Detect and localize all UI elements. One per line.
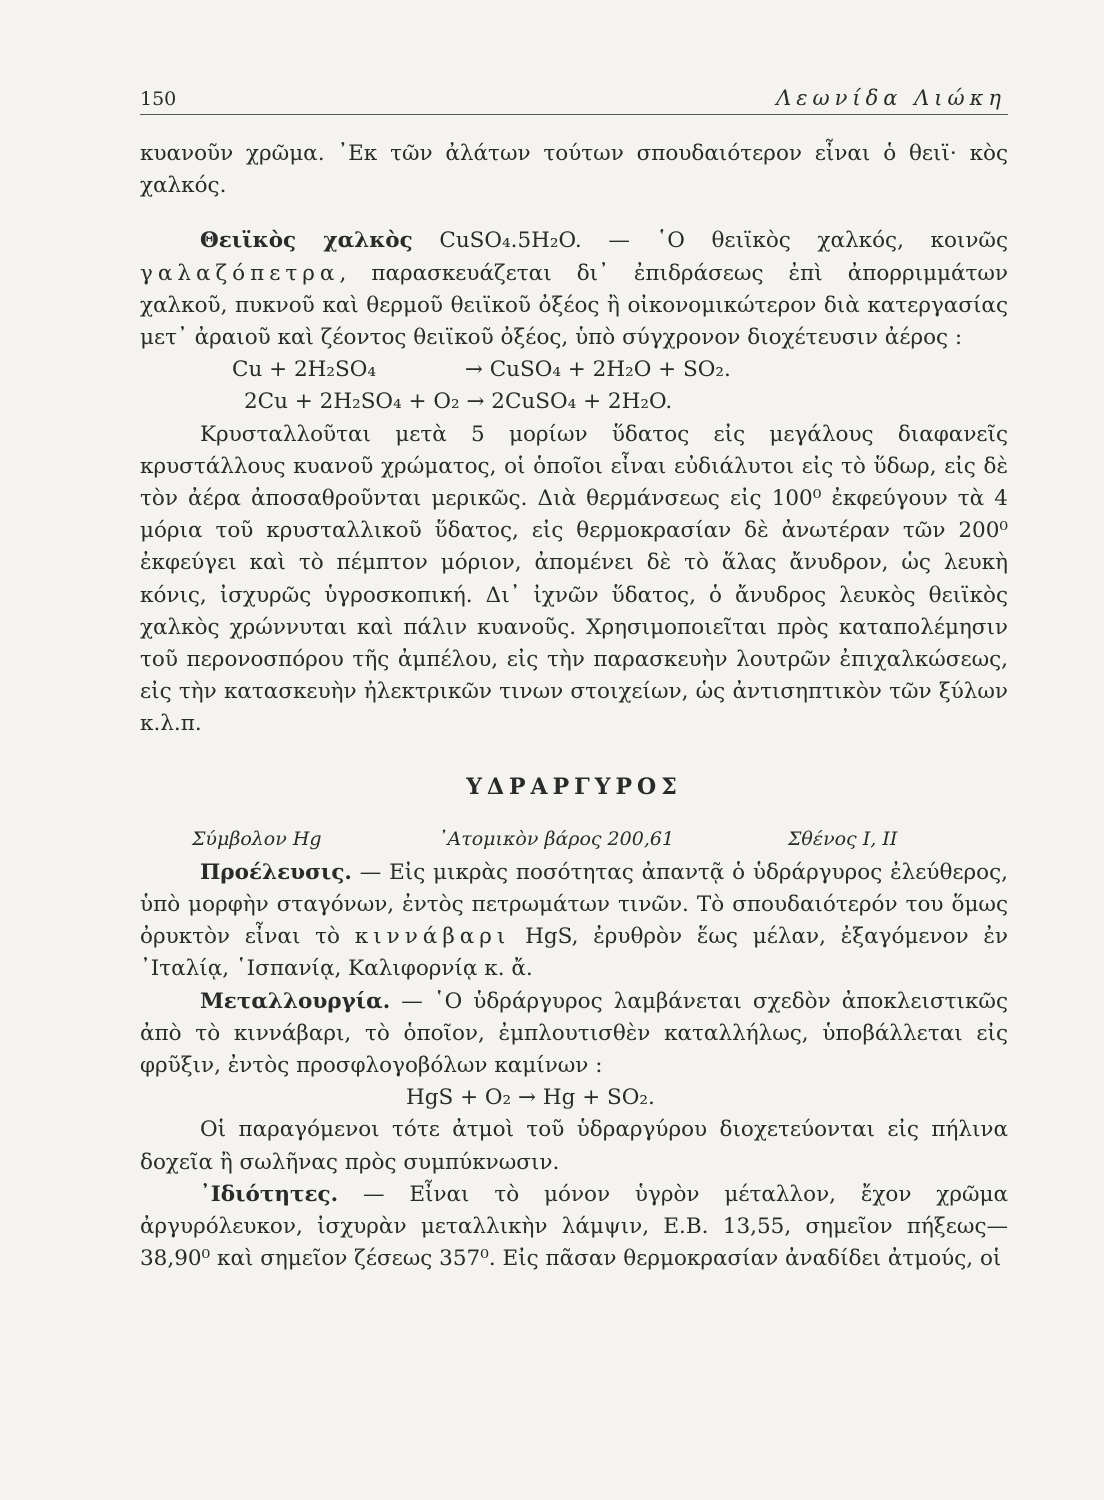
header-rule <box>140 114 1008 115</box>
equation-1: Cu + 2H₂SO₄ → CuSO₄ + 2H₂O + SO₂. <box>232 357 731 383</box>
heading-origin: Προέλευσις. <box>200 859 352 885</box>
paragraph-crystallization: Κρυσταλλοῦται μετὰ 5 μορίων ὕδατος εἰς μεγάλους διαφανεῖς κρυστάλλους κυανοῦ χρώματος, οἱ ὁποῖοι εἶναι εὐδιάλυτοι εἰς τὸ ὕδωρ, εἰς δὲ τὸν ἀέρα ἀποσαθροῦνται μερικῶς. Διὰ θερμάνσεως εἰς 100⁰ ἐκφεύγουν τὰ 4 μόρια τοῦ κρυσταλλικοῦ ὕδατος, εἰς θερμοκρασίαν δὲ ἀνωτέραν τῶν 200⁰ ἐκφεύγει καὶ τὸ πέμπτον μόριον, ἀπομένει δὲ τὸ ἅλας ἄνυδρον, ὡς λευκὴ κόνις, ἰσχυρῶς ὑγροσκοπική. Δι᾿ ἰχνῶν ὕδατος, ὁ ἄνυδρος λευκὸς θειϊκὸς χαλκὸς χρώννυται καὶ πάλιν κυανοῦς. Χρησιμοποιεῖται πρὸς καταπολέμησιν τοῦ περονοσπόρου τῆς ἀμπέλου, εἰς τὴν παρασκευὴν λουτρῶν ἐπιχαλκώσεως, εἰς τὴν κατασκευὴν ἠλεκτρικῶν τινων στοιχείων, ὡς ἀντισηπτικὸν τῶν ξύλων κ.λ.π. <box>140 421 1008 737</box>
element-meta-line <box>140 817 1008 857</box>
paragraph-copper-sulfate: Θειϊκὸς χαλκὸς CuSO₄.5H₂O. — ῾Ο θειϊκὸς χαλκός, κοινῶς γαλαζόπετρα, παρασκευάζεται δι᾿ ἐπιδράσεως ἐπὶ ἀπορριμμάτων χαλκοῦ, πυκνοῦ καὶ θερμοῦ θειϊκοῦ ὀξέος ἢ οἰκονομικώτερον διὰ κατεργασίας μετ᾿ ἀραιοῦ καὶ ζέοντος θειϊκοῦ ὀξέος, ὑπὸ σύγχρονον διοχέτευσιν ἀέρος : <box>140 228 1008 351</box>
heading-metallurgy: Μεταλλουργία. <box>200 988 391 1014</box>
paragraph-intro: κυανοῦν χρῶμα. ᾿Εκ τῶν ἀλάτων τούτων σπουδαιότερον εἶναι ὁ θειϊ· κὸς χαλκός. <box>140 141 1008 199</box>
atomic-weight-label: ᾿Ατομικὸν βάρος 200,61 <box>438 827 675 850</box>
paragraph-origin: Προέλευσις. — Εἰς μικρὰς ποσότητας ἀπαντᾷ ὁ ὑδράργυρος ἐλεύθερος, ὑπὸ μορφὴν σταγόνων, ἐντὸς πετρωμάτων τινῶν. Τὸ σπουδαιότερόν του ὅμως ὀρυκτὸν εἶναι τὸ κιννάβαρι HgS, ἐρυθρὸν ἕως μέλαν, ἐξαγόμενον ἐν ᾿Ιταλίᾳ, ῾Ισπανίᾳ, Καλιφορνίᾳ κ. ἄ. <box>140 859 1008 982</box>
heading-copper-sulfate: Θειϊκὸς χαλκὸς <box>200 228 413 254</box>
page-number: 150 <box>140 88 177 110</box>
heading-properties: ᾿Ιδιότητες. <box>200 1181 339 1207</box>
page-body <box>140 138 1008 1276</box>
paragraph-vapors: Οἱ παραγόμενοι τότε ἀτμοὶ τοῦ ὑδραργύρου διοχετεύονται εἰς πήλινα δοχεῖα ἢ σωλῆνας πρὸς συμπύκνωσιν. <box>140 1117 1008 1175</box>
paragraph-metallurgy: Μεταλλουργία. — ῾Ο ὑδράργυρος λαμβάνεται σχεδὸν ἀποκλειστικῶς ἀπὸ τὸ κιννάβαρι, τὸ ὁποῖον, ἐμπλουτισθὲν καταλλήλως, ὑποβάλλεται εἰς φρῦξιν, ἐντὸς προσφλογοβόλων καμίνων : <box>140 988 1008 1079</box>
spaced-term-galazopetra: γαλαζόπετρα <box>140 260 340 286</box>
equation-3: HgS + O₂ → Hg + SO₂. <box>406 1085 655 1111</box>
equation-2: 2Cu + 2H₂SO₄ + O₂ → 2CuSO₄ + 2H₂O. <box>244 389 673 415</box>
symbol-label: Σύμβολον Hg <box>192 827 322 850</box>
spaced-term-kinnavari: κιννάβαρι <box>354 924 511 950</box>
paragraph-properties: ᾿Ιδιότητες. — Εἶναι τὸ μόνον ὑγρὸν μέταλλον, ἔχον χρῶμα ἀργυρόλευκον, ἰσχυρὰν μεταλλικὴν λάμψιν, Ε.Β. 13,55, σημεῖον πήξεως—38,90⁰ καὶ σημεῖον ζέσεως 357⁰. Εἰς πᾶσαν θερμοκρασίαν ἀναδίδει ἀτμούς, οἱ <box>140 1181 1008 1272</box>
valence-label: Σθένος I, II <box>788 827 898 850</box>
running-author: Λεωνίδα Λιώκη <box>776 86 1006 110</box>
running-header <box>140 82 1008 116</box>
section-title: ΥΔΡΑΡΓΥΡΟΣ <box>466 773 682 800</box>
